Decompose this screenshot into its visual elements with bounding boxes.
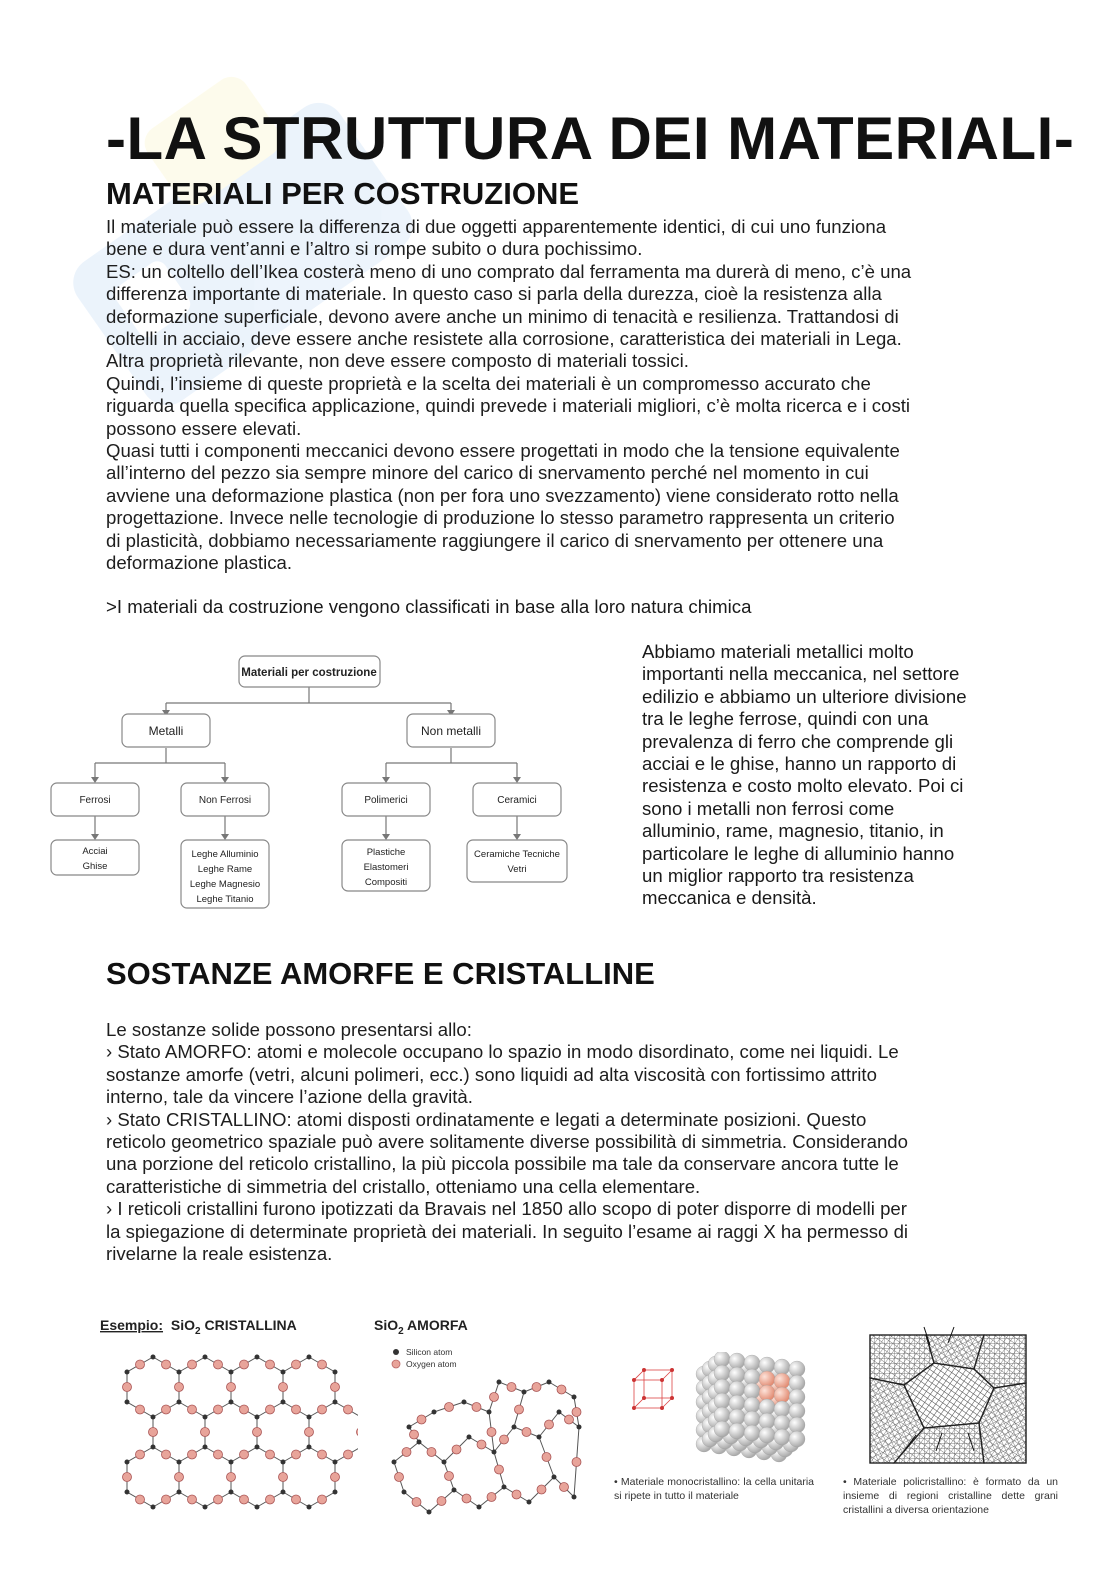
silicon-atom	[281, 1460, 286, 1465]
tree-connector	[95, 816, 517, 836]
oxygen-atom	[266, 1360, 275, 1369]
oxygen-atom	[266, 1450, 275, 1459]
tree-node-non-metalli-label: Non metalli	[420, 724, 482, 738]
lattice-sphere	[759, 1385, 775, 1401]
text-line: possono essere elevati.	[106, 417, 302, 439]
oxygen-atom	[162, 1360, 171, 1369]
oxygen-atom	[188, 1360, 197, 1369]
legend-oxygen-label: Oxygen atom	[406, 1359, 457, 1369]
silicon-atom	[307, 1355, 312, 1360]
amorphous-label-suffix: AMORFA	[403, 1317, 468, 1333]
oxygen-atom	[136, 1450, 145, 1459]
text-line: Quindi, l’insieme di queste proprietà e la scelta dei materiali è un compromesso accurato che	[106, 372, 871, 394]
silicon-atom	[442, 1460, 447, 1465]
oxygen-atom	[188, 1450, 197, 1459]
oxygen-atom	[445, 1472, 454, 1481]
lattice-sphere	[774, 1401, 790, 1417]
oxygen-atom	[500, 1435, 509, 1444]
silicon-atom	[527, 1500, 532, 1505]
silicon-atom	[572, 1395, 577, 1400]
oxygen-atom	[266, 1405, 275, 1414]
oxygen-atom	[292, 1495, 301, 1504]
text-line: Il materiale può essere la differenza di due oggetti apparentemente identici, di cui uno funziona	[106, 216, 887, 237]
classification-tree-diagram	[40, 648, 580, 918]
oxygen-atom	[318, 1360, 327, 1369]
oxygen-atom	[522, 1428, 531, 1437]
text-line: differenza importante di materiale. In questo caso si parla della durezza, cioè la resistenza alla	[106, 283, 882, 305]
silicon-atom	[151, 1445, 156, 1450]
lattice-sphere	[789, 1431, 805, 1447]
silicon-atom	[125, 1370, 130, 1375]
oxygen-atom	[188, 1495, 197, 1504]
text-line: ES: un coltello dell’Ikea costerà meno di uno comprato dal ferramenta ma durerà di meno, c’è una	[106, 260, 912, 282]
section2-paragraph	[106, 1019, 1006, 1265]
silicon-atom	[477, 1505, 482, 1510]
oxygen-atom	[240, 1495, 249, 1504]
oxygen-atom	[214, 1495, 223, 1504]
legend-silicon-dot	[393, 1349, 399, 1355]
lattice-sphere	[774, 1387, 790, 1403]
tree-leaf-text: Ceramiche Tecniche	[474, 849, 560, 860]
oxygen-atom	[495, 1465, 504, 1474]
oxygen-atom	[512, 1490, 521, 1499]
lattice-sphere	[714, 1421, 730, 1437]
legend-oxygen-dot	[392, 1360, 400, 1368]
silicon-atom	[229, 1400, 234, 1405]
oxygen-atom	[410, 1430, 419, 1439]
example-label: Esempio:	[100, 1317, 164, 1333]
silicon-atom	[492, 1450, 497, 1455]
text-line: › Stato CRISTALLINO: atomi disposti ordinatamente e legati a determinate posizioni. Questo	[106, 1108, 867, 1130]
section-heading-materiali: MATERIALI PER COSTRUZIONE	[106, 176, 580, 211]
text-line: all’interno del pezzo sia sempre minore del carico di snervamento perché nel momento in cui	[106, 462, 869, 484]
lattice-sphere	[759, 1357, 775, 1373]
oxygen-atom	[402, 1448, 411, 1457]
silicon-atom	[203, 1355, 208, 1360]
text-line: coltelli in acciaio, deve essere anche resistete alla corrosione, caratteristica dei materiali in Lega.	[106, 328, 902, 350]
oxygen-atom	[417, 1415, 426, 1424]
lattice-sphere	[729, 1423, 745, 1439]
text-line: un miglior rapporto tra resistenza	[642, 865, 914, 887]
text-line: la spiegazione di determinate proprietà dei materiali. In seguito l’esame ai raggi X ha permesso di	[106, 1220, 909, 1242]
silicon-atom	[281, 1370, 286, 1375]
lattice-sphere	[789, 1403, 805, 1419]
silicon-atom	[552, 1475, 557, 1480]
oxygen-atom	[487, 1493, 496, 1502]
silicon-atom	[151, 1415, 156, 1420]
lattice-sphere	[729, 1409, 745, 1425]
tree-leaf-text: Leghe Alluminio	[191, 849, 259, 860]
oxygen-atom	[227, 1383, 236, 1392]
lattice-sphere	[759, 1399, 775, 1415]
text-line: una porzione del reticolo cristallino, la più piccola possibile ma tale da conservare ancora tutte le	[106, 1153, 899, 1175]
oxygen-atom	[331, 1473, 340, 1482]
tree-leaf-text: Plastiche	[366, 847, 406, 858]
amorphous-label: SiO	[374, 1317, 399, 1333]
oxygen-atom	[357, 1428, 359, 1437]
silicon-atom	[151, 1355, 156, 1360]
oxygen-atom	[279, 1383, 288, 1392]
oxygen-atom	[162, 1450, 171, 1459]
silicon-atom	[177, 1460, 182, 1465]
oxygen-atom	[175, 1473, 184, 1482]
tree-connector	[166, 686, 451, 714]
text-line: › Stato AMORFO: atomi e molecole occupano lo spazio in modo disordinato, come nei liquidi. Le	[106, 1041, 899, 1063]
oxygen-atom	[214, 1360, 223, 1369]
silicon-atom	[432, 1410, 437, 1415]
oxygen-atom	[318, 1450, 327, 1459]
lattice-sphere	[744, 1369, 760, 1385]
tree-leaf-text: Leghe Titanio	[196, 894, 254, 905]
oxygen-atom	[123, 1473, 132, 1482]
oxygen-atom	[572, 1408, 581, 1417]
tree-node-non-ferrosi-label: Non Ferrosi	[198, 795, 252, 806]
lattice-sphere	[744, 1383, 760, 1399]
oxygen-atom	[305, 1428, 314, 1437]
tree-connector	[386, 748, 517, 781]
svg-text:Esempio: SiO2 CRISTALLINA	[100, 1317, 297, 1337]
text-line: edilizio e abbiamo un ulteriore divisione	[642, 685, 967, 707]
lattice-sphere	[729, 1381, 745, 1397]
text-line: Quasi tutti i componenti meccanici devono essere progettati in modo che la tensione equivalente	[106, 440, 900, 462]
lattice-sphere	[729, 1353, 745, 1369]
silicon-atom	[255, 1355, 260, 1360]
silicon-atom	[512, 1425, 517, 1430]
text-line: sostanze amorfe (vetri, alcuni polimeri, ecc.) sono liquidi ad alta viscosità con fortissimo attrito	[106, 1063, 877, 1085]
text-line: reticolo geometrico spaziale può avere solitamente diverse possibilità di simmetria. Considerando	[106, 1131, 908, 1153]
text-line: di plasticità, dobbiamo necessariamente raggiungere il carico di snervamento per ottenere una	[106, 529, 884, 551]
oxygen-atom	[542, 1453, 551, 1462]
text-line: resistenza e costo molto elevato. Poi ci	[642, 775, 964, 797]
text-line: progettazione. Invece nelle tecnologie di produzione lo stesso parametro rappresenta un criterio	[106, 507, 895, 529]
text-line: Abbiamo materiali metallici molto	[642, 641, 914, 662]
monocrystal-figure	[626, 1352, 816, 1467]
tree-node-ceramici-label: Ceramici	[497, 795, 537, 806]
silicon-atom	[333, 1490, 338, 1495]
lattice-sphere	[714, 1352, 730, 1367]
oxygen-atom	[487, 1428, 496, 1437]
tree-leaf-text: Compositi	[364, 877, 408, 888]
lattice-sphere	[759, 1413, 775, 1429]
oxygen-atom	[472, 1403, 481, 1412]
crystalline-subscript: 2	[195, 1326, 201, 1337]
oxygen-atom	[227, 1473, 236, 1482]
tree-node-root-label: Materiali per costruzione	[241, 667, 377, 679]
silicon-atom	[281, 1490, 286, 1495]
text-line: rivelarne la reale esistenza.	[106, 1243, 333, 1265]
text-line: alluminio, rame, magnesio, titanio, in	[642, 820, 944, 842]
oxygen-atom	[565, 1415, 574, 1424]
silicon-atom	[125, 1400, 130, 1405]
silicon-atom	[255, 1445, 260, 1450]
oxygen-atom	[537, 1485, 546, 1494]
text-line: sono i metalli non ferrosi come	[642, 797, 895, 819]
svg-text:SiO2 AMORFA	[374, 1317, 468, 1337]
oxygen-atom	[136, 1405, 145, 1414]
crystalline-label: SiO	[170, 1317, 196, 1333]
oxygen-atom	[162, 1495, 171, 1504]
silicon-atom	[557, 1410, 562, 1415]
text-line: meccanica e densità.	[642, 887, 817, 909]
silicon-atom	[467, 1435, 472, 1440]
oxygen-atom	[344, 1450, 353, 1459]
oxygen-atom	[292, 1360, 301, 1369]
section1-paragraph	[106, 216, 1006, 575]
oxygen-atom	[201, 1428, 210, 1437]
silicon-atom	[125, 1460, 130, 1465]
silicon-atom	[333, 1400, 338, 1405]
sio2-amorphous-figure	[374, 1312, 604, 1537]
text-line: deformazione superficiale, devono avere anche un minimo di tenacità e resilienza. Trattandosi di	[106, 305, 899, 327]
oxygen-atom	[532, 1383, 541, 1392]
silicon-atom	[203, 1505, 208, 1510]
silicon-atom	[307, 1415, 312, 1420]
text-line: importanti nella meccanica, nel settore	[642, 663, 960, 685]
oxygen-atom	[292, 1450, 301, 1459]
text-line: Altra proprietà rilevante, non deve essere composto di materiali tossici.	[106, 350, 689, 372]
oxygen-atom	[214, 1405, 223, 1414]
section-heading-sostanze: SOSTANZE AMORFE E CRISTALLINE	[106, 956, 655, 991]
silicon-atom	[177, 1490, 182, 1495]
oxygen-atom	[136, 1360, 145, 1369]
lattice-sphere	[789, 1389, 805, 1405]
sio2-crystalline-figure	[98, 1312, 358, 1537]
oxygen-atom	[515, 1405, 524, 1414]
lattice-sphere	[774, 1359, 790, 1375]
oxygen-atom	[240, 1360, 249, 1369]
text-line: particolare le leghe di alluminio hanno	[642, 842, 955, 864]
silicon-atom	[427, 1510, 432, 1515]
classification-note: >I materiali da costruzione vengono classificati in base alla loro natura chimica	[106, 596, 752, 617]
text-line: caratteristiche di simmetria del cristallo, otteniamo una cella elementare.	[106, 1175, 701, 1197]
text-line: prevalenza di ferro che comprende gli	[642, 730, 954, 752]
lattice-sphere	[744, 1411, 760, 1427]
polycrystal-figure	[864, 1323, 1034, 1473]
legend-silicon-label: Silicon atom	[406, 1347, 453, 1357]
oxygen-atom	[149, 1428, 158, 1437]
oxygen-atom	[545, 1420, 554, 1429]
silicon-atom	[281, 1400, 286, 1405]
lattice-sphere	[774, 1373, 790, 1389]
lattice-sphere	[789, 1375, 805, 1391]
lattice-sphere	[714, 1393, 730, 1409]
crystalline-lattice	[123, 1355, 359, 1510]
oxygen-atom	[240, 1450, 249, 1459]
oxygen-atom	[240, 1405, 249, 1414]
oxygen-atom	[162, 1405, 171, 1414]
silicon-atom	[177, 1370, 182, 1375]
lattice-sphere	[744, 1397, 760, 1413]
oxygen-atom	[462, 1494, 471, 1503]
text-line: avviene una deformazione plastica (non per fora uno svezzamento) viene considerato rotto nella	[106, 484, 899, 506]
silicon-atom	[307, 1505, 312, 1510]
text-line: Le sostanze solide possono presentarsi allo:	[106, 1019, 472, 1040]
oxygen-atom	[188, 1405, 197, 1414]
oxygen-atom	[560, 1483, 569, 1492]
silicon-atom	[577, 1425, 582, 1430]
oxygen-atom	[266, 1495, 275, 1504]
silicon-atom	[229, 1490, 234, 1495]
lattice-sphere	[729, 1367, 745, 1383]
silicon-atom	[255, 1505, 260, 1510]
metals-description	[642, 641, 1014, 910]
silicon-atom	[572, 1495, 577, 1500]
oxygen-atom	[427, 1448, 436, 1457]
lattice-sphere	[729, 1395, 745, 1411]
amorphous-subscript: 2	[398, 1326, 404, 1337]
oxygen-atom	[572, 1458, 581, 1467]
oxygen-atom	[395, 1473, 404, 1482]
oxygen-atom	[490, 1393, 499, 1402]
silicon-atom	[307, 1445, 312, 1450]
tree-connector	[95, 748, 225, 781]
oxygen-atom	[279, 1473, 288, 1482]
lattice-sphere	[714, 1407, 730, 1423]
oxygen-atom	[175, 1383, 184, 1392]
oxygen-atom	[318, 1495, 327, 1504]
silicon-atom	[392, 1460, 397, 1465]
silicon-atom	[547, 1380, 552, 1385]
tree-leaf-text: Vetri	[507, 864, 527, 875]
polycrystal-caption: • Materiale policristallino: è formato da un insieme di regioni cristalline dette grani cristallini a diversa orientazione	[843, 1476, 1058, 1516]
silicon-atom	[402, 1490, 407, 1495]
silicon-atom	[522, 1390, 527, 1395]
silicon-atom	[203, 1415, 208, 1420]
oxygen-atom	[445, 1403, 454, 1412]
oxygen-atom	[318, 1405, 327, 1414]
text-line: interno, tale da vincere l’azione della gravità.	[106, 1086, 473, 1108]
oxygen-atom	[477, 1440, 486, 1449]
crystalline-label-suffix: CRISTALLINA	[200, 1317, 297, 1333]
silicon-atom	[497, 1380, 502, 1385]
tree-node-polimerici-label: Polimerici	[364, 795, 408, 806]
silicon-atom	[452, 1488, 457, 1493]
text-line: deformazione plastica.	[106, 552, 293, 574]
text-line: acciai e le ghise, hanno un rapporto di	[642, 753, 957, 775]
oxygen-atom	[123, 1383, 132, 1392]
oxygen-atom	[292, 1405, 301, 1414]
silicon-atom	[333, 1370, 338, 1375]
tree-leaf-text: Acciai	[82, 846, 108, 857]
oxygen-atom	[452, 1445, 461, 1454]
sphere-lattice	[696, 1352, 805, 1462]
page-title: -LA STRUTTURA DEI MATERIALI-	[106, 105, 1075, 172]
lattice-sphere	[714, 1379, 730, 1395]
lattice-sphere	[774, 1429, 790, 1445]
silicon-atom	[502, 1485, 507, 1490]
silicon-atom	[255, 1415, 260, 1420]
silicon-atom	[407, 1425, 412, 1430]
tree-node-ferrosi-label: Ferrosi	[79, 795, 111, 806]
text-line: › I reticoli cristallini furono ipotizzati da Bravais nel 1850 allo scopo di poter disporre di modelli per	[106, 1198, 907, 1220]
oxygen-atom	[214, 1450, 223, 1459]
lattice-sphere	[744, 1355, 760, 1371]
silicon-atom	[462, 1400, 467, 1405]
oxygen-atom	[253, 1428, 262, 1437]
tree-leaf-text: Elastomeri	[363, 862, 409, 873]
oxygen-atom	[412, 1498, 421, 1507]
tree-leaf-text: Leghe Rame	[197, 864, 253, 875]
tree-node-metalli-label: Metalli	[148, 724, 184, 738]
lattice-sphere	[759, 1427, 775, 1443]
silicon-atom	[229, 1370, 234, 1375]
lattice-sphere	[789, 1361, 805, 1377]
monocrystal-caption: • Materiale monocristallino: la cella unitaria si ripete in tutto il materiale	[614, 1476, 814, 1502]
silicon-atom	[537, 1435, 542, 1440]
oxygen-atom	[344, 1405, 353, 1414]
tree-leaf-text: Leghe Magnesio	[189, 879, 261, 890]
lattice-sphere	[759, 1371, 775, 1387]
oxygen-atom	[136, 1495, 145, 1504]
silicon-atom	[417, 1440, 422, 1445]
silicon-atom	[229, 1460, 234, 1465]
silicon-atom	[151, 1505, 156, 1510]
lattice-sphere	[744, 1425, 760, 1441]
unit-cell-icon	[634, 1370, 672, 1408]
lattice-sphere	[789, 1417, 805, 1433]
silicon-atom	[487, 1410, 492, 1415]
oxygen-atom	[437, 1497, 446, 1506]
tree-leaf-text: Ghise	[82, 861, 108, 872]
tree-leaf-ceramici	[467, 840, 567, 882]
silicon-atom	[125, 1490, 130, 1495]
silicon-atom	[203, 1445, 208, 1450]
amorphous-network	[392, 1380, 582, 1515]
lattice-sphere	[714, 1365, 730, 1381]
silicon-atom	[177, 1400, 182, 1405]
text-line: riguarda quella specifica applicazione, quindi prevede i materiali migliori, c’è molta ricerca e i costi	[106, 395, 911, 417]
text-line: bene e dura vent’anni e l’altro si rompe subito o dura pochissimo.	[106, 238, 643, 260]
oxygen-atom	[331, 1383, 340, 1392]
lattice-sphere	[774, 1415, 790, 1431]
text-line: tra le leghe ferrose, quindi con una	[642, 708, 929, 730]
oxygen-atom	[507, 1383, 516, 1392]
oxygen-atom	[557, 1385, 566, 1394]
silicon-atom	[333, 1460, 338, 1465]
